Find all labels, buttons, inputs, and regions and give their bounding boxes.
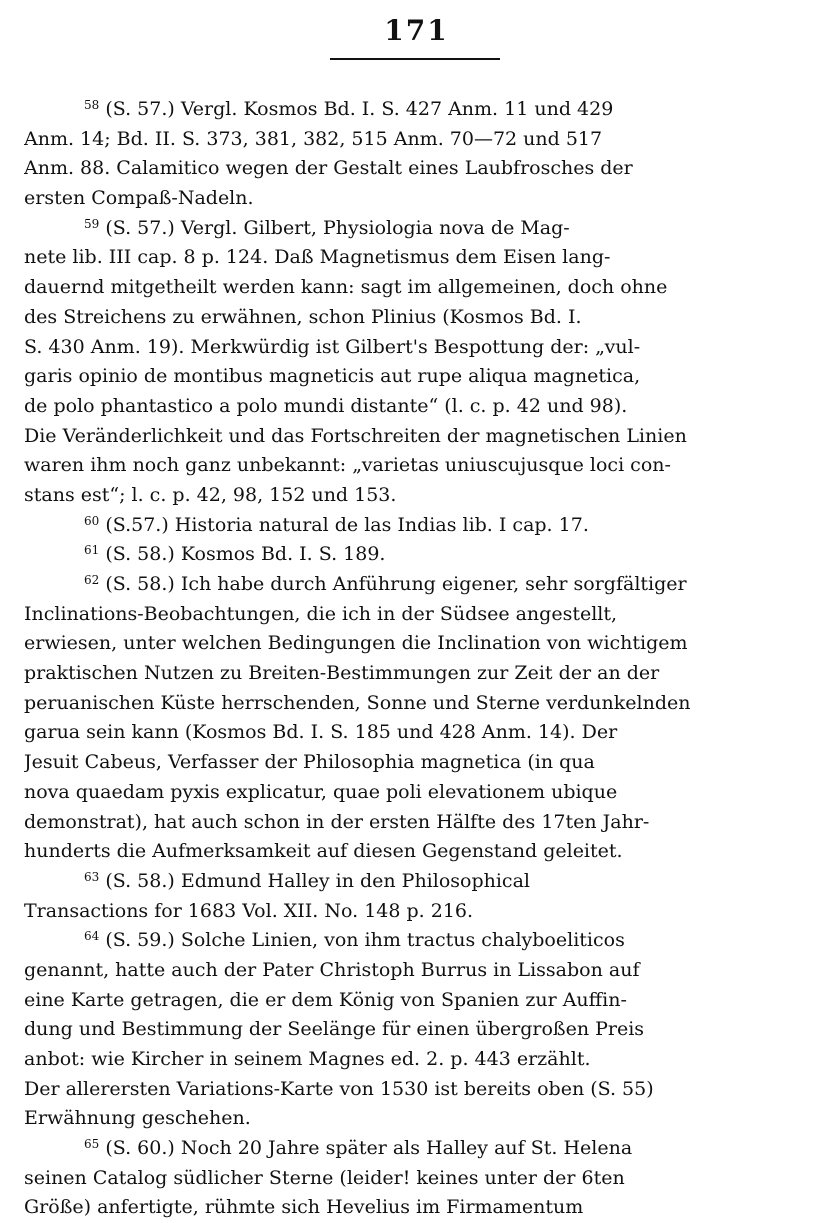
line-text: genannt, hatte auch der Pater Christoph Burrus in Lissabon auf: [24, 958, 640, 981]
text-line: [24, 629, 810, 659]
text-line: [24, 897, 810, 927]
text-line: [24, 481, 810, 511]
text-line: [24, 362, 810, 392]
text-line: [24, 956, 810, 986]
text-line: [24, 243, 810, 273]
line-text: (S. 57.) Vergl. Gilbert, Physiologia nova de Mag-: [105, 216, 570, 239]
text-line: [24, 184, 810, 214]
text-line: [24, 273, 810, 303]
text-line: [24, 1193, 810, 1223]
line-text: dung und Bestimmung der Seelänge für einen übergroßen Preis: [24, 1018, 645, 1041]
line-text: (S. 58.) Edmund Halley in den Philosophical: [105, 869, 530, 892]
line-text: Erwähnung geschehen.: [24, 1107, 251, 1130]
text-line: [24, 422, 810, 452]
line-text: Jesuit Cabeus, Verfasser der Philosophia magnetica (in qua: [24, 751, 595, 774]
text-line: [24, 808, 810, 838]
footnote-58-start-line: [24, 95, 810, 125]
line-text: peruanischen Küste herrschenden, Sonne und Sterne verdunkelnden: [24, 691, 691, 714]
header-rule: [330, 58, 500, 60]
line-text: (S. 58.) Kosmos Bd. I. S. 189.: [105, 543, 386, 566]
line-text: garis opinio de montibus magneticis aut rupe aliqua magnetica,: [24, 365, 641, 388]
line-text: Der allerersten Variations-Karte von 1530 ist bereits oben (S. 55): [24, 1077, 654, 1100]
footnote-number: 60: [84, 513, 100, 528]
footnote-number: 63: [84, 869, 100, 884]
footnote-number: 58: [84, 98, 100, 112]
footnote-60-start-line: [24, 511, 810, 541]
footnote-64-start-line: [24, 926, 810, 956]
text-line: [24, 451, 810, 481]
text-line: [24, 718, 810, 748]
text-line: [24, 600, 810, 630]
line-text: Inclinations-Beobachtungen, die ich in der Südsee angestellt,: [24, 602, 618, 625]
line-text: eine Karte getragen, die er dem König von Spanien zur Auffin-: [24, 988, 627, 1011]
line-text: des Streichens zu erwähnen, schon Plinius (Kosmos Bd. I.: [24, 305, 582, 328]
text-line: [24, 1045, 810, 1075]
footnote-62-start-line: [24, 570, 810, 600]
line-text: (S. 58.) Ich habe durch Anführung eigener, sehr sorgfältiger: [105, 573, 687, 595]
line-text: praktischen Nutzen zu Breiten-Bestimmungen zur Zeit der an der: [24, 662, 660, 685]
text-line: [24, 837, 810, 867]
line-text: seinen Catalog südlicher Sterne (leider! keines unter der 6ten: [24, 1166, 625, 1189]
footnote-text-block: [24, 95, 810, 1223]
text-line: [24, 154, 810, 184]
line-text: stans est“; l. c. p. 42, 98, 152 und 153.: [24, 483, 397, 506]
text-line: [24, 392, 810, 422]
text-line: [24, 748, 810, 778]
footnote-number: 61: [84, 543, 100, 558]
line-text: Größe) anfertigte, rühmte sich Hevelius im Firmamentum: [24, 1196, 584, 1219]
text-line: [24, 1104, 810, 1134]
line-text: anbot: wie Kircher in seinem Magnes ed. 2. p. 443 erzählt.: [24, 1048, 591, 1070]
line-text: Die Veränderlichkeit und das Fortschreiten der magnetischen Linien: [24, 424, 687, 447]
line-text: (S.57.) Historia natural de las Indias lib. I cap. 17.: [105, 513, 589, 536]
line-text: demonstrat), hat auch schon in der ersten Hälfte des 17ten Jahr-: [24, 810, 650, 833]
line-text: de polo phantastico a polo mundi distante“ (l. c. p. 42 und 98).: [24, 394, 628, 417]
line-text: nete lib. III cap. 8 p. 124. Daß Magnetismus dem Eisen lang-: [24, 246, 611, 269]
text-line: [24, 1015, 810, 1045]
footnote-59-start-line: [24, 214, 810, 244]
text-line: [24, 125, 810, 155]
line-text: garua sein kann (Kosmos Bd. I. S. 185 und 428 Anm. 14). Der: [24, 721, 618, 744]
line-text: Anm. 88. Calamitico wegen der Gestalt eines Laubfrosches der: [24, 157, 633, 180]
text-line: [24, 659, 810, 689]
text-line: [24, 333, 810, 363]
text-line: [24, 778, 810, 808]
text-line: [24, 1075, 810, 1105]
line-text: hunderts die Aufmerksamkeit auf diesen Gegenstand geleitet.: [24, 840, 623, 863]
line-text: (S. 57.) Vergl. Kosmos Bd. I. S. 427 Anm. 11 und 429: [105, 98, 614, 120]
line-text: dauernd mitgetheilt werden kann: sagt im allgemeinen, doch ohne: [24, 276, 668, 299]
text-line: [24, 1164, 810, 1194]
line-text: Transactions for 1683 Vol. XII. No. 148 p. 216.: [24, 899, 474, 922]
footnote-number: 64: [84, 929, 100, 944]
footnote-61-start-line: [24, 540, 810, 570]
footnote-number: 65: [84, 1137, 100, 1152]
text-line: [24, 303, 810, 333]
line-text: (S. 59.) Solche Linien, von ihm tractus chalyboeliticos: [105, 929, 625, 952]
line-text: Anm. 14; Bd. II. S. 373, 381, 382, 515 Anm. 70—72 und 517: [24, 127, 603, 150]
line-text: (S. 60.) Noch 20 Jahre später als Halley auf St. Helena: [105, 1137, 633, 1160]
line-text: nova quaedam pyxis explicatur, quae poli elevationem ubique: [24, 780, 618, 803]
page-number: 171: [384, 14, 449, 47]
footnote-number: 62: [84, 573, 100, 587]
text-line: [24, 986, 810, 1016]
footnote-number: 59: [84, 216, 100, 231]
text-line: [24, 689, 810, 719]
line-text: erwiesen, unter welchen Bedingungen die Inclination von wichtigem: [24, 632, 688, 655]
footnote-65-start-line: [24, 1134, 810, 1164]
footnote-63-start-line: [24, 867, 810, 897]
line-text: ersten Compaß-Nadeln.: [24, 187, 254, 210]
line-text: waren ihm noch ganz unbekannt: „varietas uniuscujusque loci con-: [24, 454, 671, 477]
line-text: S. 430 Anm. 19). Merkwürdig ist Gilbert's Bespottung der: „vul-: [24, 335, 641, 358]
